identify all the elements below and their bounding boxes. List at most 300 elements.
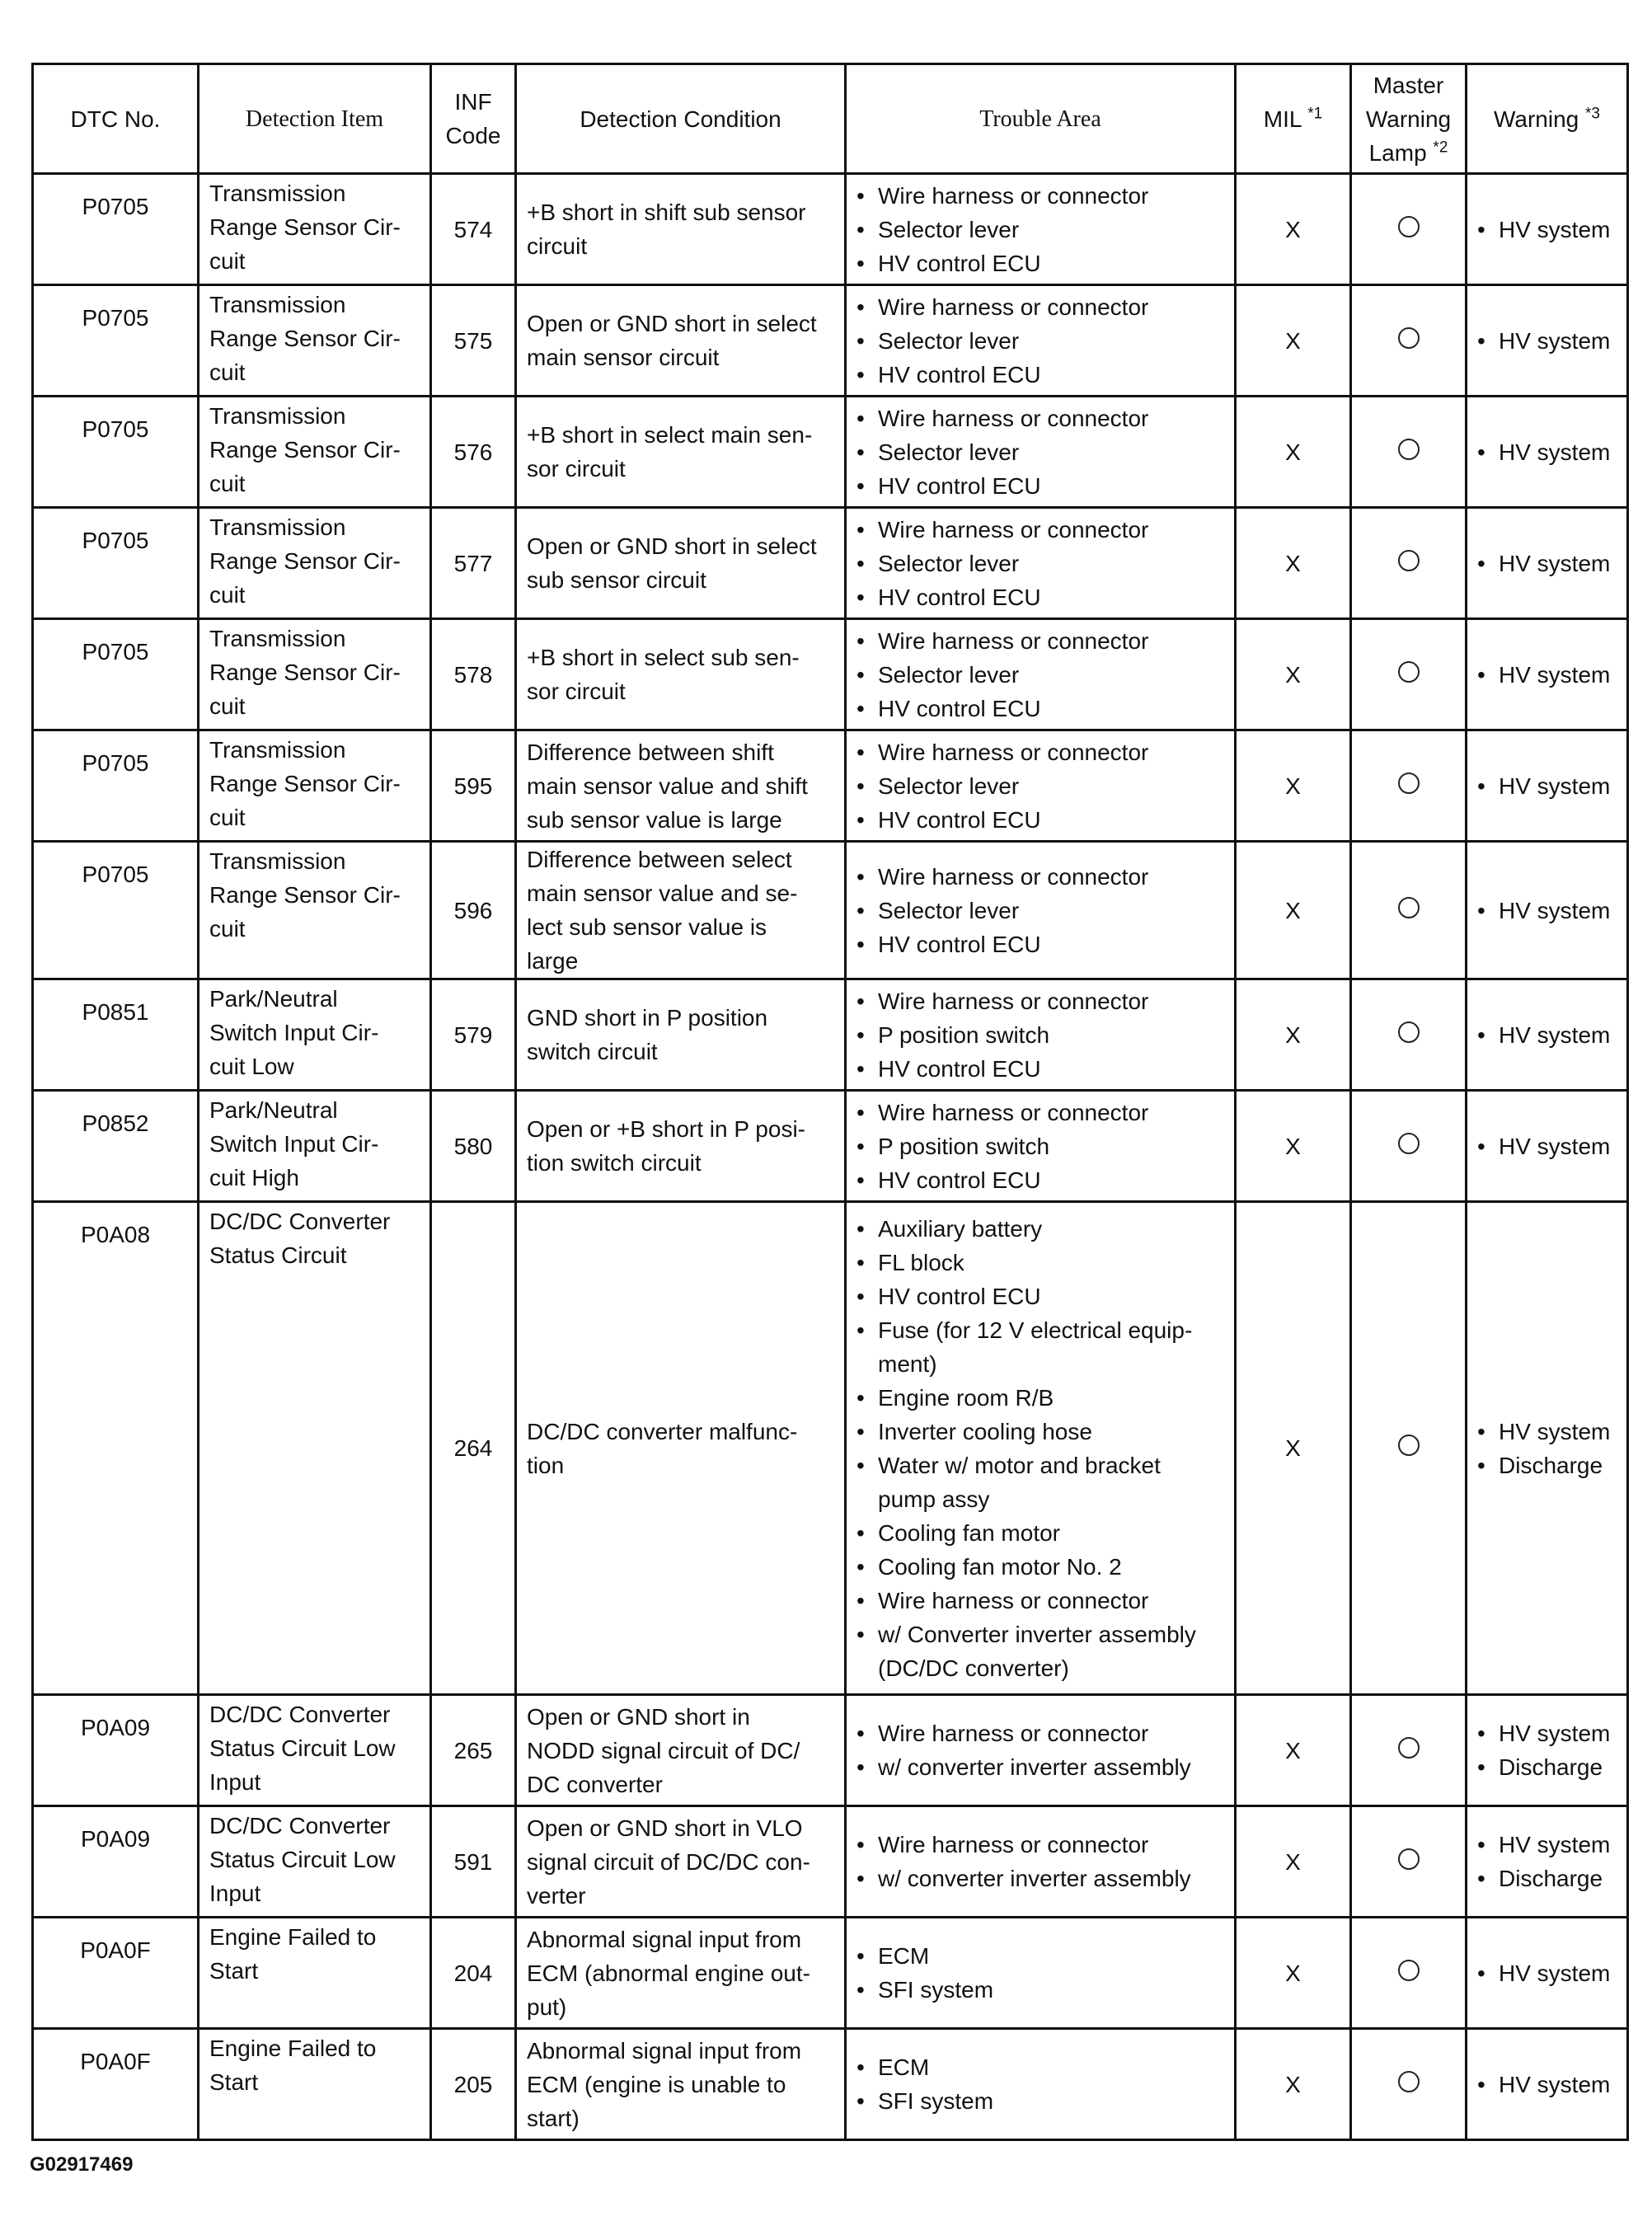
text-line: Range Sensor Cir- bbox=[209, 771, 401, 796]
mil-mark: X bbox=[1285, 550, 1301, 576]
text-line: ECM (engine is unable to bbox=[527, 2071, 786, 2097]
master-warning-lamp-cell bbox=[1351, 1806, 1467, 1918]
bullet-item: • Wire harness or connector bbox=[857, 984, 1224, 1018]
mil-mark: X bbox=[1285, 1021, 1301, 1048]
dtc-code: P0A0F bbox=[80, 2049, 151, 2074]
bullet-item: • Wire harness or connector bbox=[857, 1828, 1224, 1862]
text-line: cuit bbox=[209, 471, 246, 496]
dtc-code: P0A08 bbox=[80, 1222, 151, 1247]
warning-cell bbox=[1467, 1091, 1628, 1202]
bullet-item: • SFI system bbox=[857, 2084, 1224, 2118]
dtc-code-cell bbox=[33, 619, 199, 730]
text-line: Difference between shift bbox=[527, 739, 774, 765]
dtc-code-cell bbox=[33, 730, 199, 842]
bullet-item: • HV system bbox=[1477, 213, 1617, 247]
bullet-item: • HV system bbox=[1477, 894, 1617, 927]
mil-mark: X bbox=[1285, 1737, 1301, 1763]
warning-cell bbox=[1467, 619, 1628, 730]
header-master-warning-lamp: Master Warning Lamp $^{*2}$ bbox=[1351, 64, 1467, 174]
text-line: Open or GND short in select bbox=[527, 311, 817, 336]
warning-cell bbox=[1467, 979, 1628, 1091]
trouble-area-cell bbox=[846, 397, 1236, 508]
text-line: +B short in shift sub sensor bbox=[527, 200, 806, 225]
text-line: Engine Failed to bbox=[209, 2036, 377, 2061]
detection-condition-cell bbox=[516, 508, 846, 619]
text-line: cuit Low bbox=[209, 1054, 294, 1079]
mil-cell bbox=[1236, 1918, 1351, 2029]
bullet-item: • Wire harness or connector bbox=[857, 1096, 1224, 1129]
bullet-item: • w/ converter inverter assembly bbox=[857, 1750, 1224, 1784]
bullet-item: • P position switch bbox=[857, 1129, 1224, 1163]
bullet-item: • HV system bbox=[1477, 1828, 1617, 1862]
bullet-item: • Cooling fan motor No. 2 bbox=[857, 1550, 1224, 1584]
mil-cell bbox=[1236, 508, 1351, 619]
trouble-area-cell bbox=[846, 730, 1236, 842]
bullet-item: • HV control ECU bbox=[857, 247, 1224, 280]
text-line: Open or +B short in P posi- bbox=[527, 1116, 805, 1142]
warning-cell bbox=[1467, 285, 1628, 397]
inf-code: 575 bbox=[453, 327, 493, 354]
trouble-area-cell bbox=[846, 1202, 1236, 1695]
bullet-item: • Auxiliary battery bbox=[857, 1212, 1224, 1246]
master-warning-lamp-cell bbox=[1351, 174, 1467, 285]
inf-code-cell bbox=[431, 1918, 516, 2029]
bullet-item: • Wire harness or connector bbox=[857, 735, 1224, 769]
inf-code: 579 bbox=[453, 1021, 493, 1048]
header-dtc-no: DTC No. bbox=[33, 64, 199, 174]
text-line: Transmission bbox=[209, 514, 346, 540]
mil-cell bbox=[1236, 842, 1351, 979]
dtc-code: P0705 bbox=[82, 750, 149, 776]
trouble-area-cell bbox=[846, 285, 1236, 397]
inf-code-cell bbox=[431, 397, 516, 508]
header-detection-item: Detection Item bbox=[199, 64, 431, 174]
bullet-item: • Selector lever bbox=[857, 547, 1224, 580]
text-line: verter bbox=[527, 1882, 586, 1909]
text-line: Status Circuit Low bbox=[209, 1847, 396, 1872]
table-row bbox=[33, 285, 1628, 397]
mil-cell bbox=[1236, 979, 1351, 1091]
warning-cell bbox=[1467, 2029, 1628, 2140]
text-line: Start bbox=[209, 1958, 259, 1984]
detection-item-cell bbox=[199, 508, 431, 619]
trouble-area-cell bbox=[846, 2029, 1236, 2140]
text-line: Range Sensor Cir- bbox=[209, 660, 401, 685]
table-row bbox=[33, 508, 1628, 619]
circle-icon bbox=[1398, 1021, 1420, 1043]
inf-code: 264 bbox=[453, 1435, 493, 1461]
table-row bbox=[33, 397, 1628, 508]
bullet-item: • HV control ECU bbox=[857, 1052, 1224, 1086]
warning-cell bbox=[1467, 1806, 1628, 1918]
mil-mark: X bbox=[1285, 1848, 1301, 1875]
dtc-code-cell bbox=[33, 1918, 199, 2029]
text-line: put) bbox=[527, 1993, 567, 2020]
circle-icon bbox=[1398, 772, 1420, 794]
text-line: cuit bbox=[209, 359, 246, 385]
text-line: sub sensor value is large bbox=[527, 806, 782, 833]
header-mil: MIL $^{*1}$ bbox=[1236, 64, 1351, 174]
mil-mark: X bbox=[1285, 772, 1301, 799]
text-line: sub sensor circuit bbox=[527, 567, 706, 593]
text-line: cuit bbox=[209, 805, 246, 830]
text-line: Transmission bbox=[209, 848, 346, 874]
trouble-area-cell bbox=[846, 619, 1236, 730]
text-line: Open or GND short in VLO bbox=[527, 1815, 803, 1841]
detection-condition-cell bbox=[516, 1695, 846, 1806]
figure-id: G02917469 bbox=[30, 2153, 134, 2176]
trouble-area-cell bbox=[846, 979, 1236, 1091]
detection-item-cell bbox=[199, 1918, 431, 2029]
detection-condition-cell bbox=[516, 1091, 846, 1202]
inf-code: 578 bbox=[453, 661, 493, 688]
text-line: Transmission bbox=[209, 181, 346, 206]
master-warning-lamp-cell bbox=[1351, 2029, 1467, 2140]
inf-code: 205 bbox=[453, 2071, 493, 2097]
detection-condition-cell bbox=[516, 1806, 846, 1918]
text-line: Input bbox=[209, 1881, 261, 1906]
inf-code-cell bbox=[431, 979, 516, 1091]
inf-code-cell bbox=[431, 174, 516, 285]
table-row bbox=[33, 619, 1628, 730]
detection-condition-cell bbox=[516, 730, 846, 842]
text-line: DC converter bbox=[527, 1771, 663, 1797]
text-line: Input bbox=[209, 1769, 261, 1795]
master-warning-lamp-cell bbox=[1351, 842, 1467, 979]
inf-code: 580 bbox=[453, 1133, 493, 1159]
dtc-code-cell bbox=[33, 508, 199, 619]
inf-code-cell bbox=[431, 730, 516, 842]
mil-cell bbox=[1236, 1695, 1351, 1806]
detection-item-cell bbox=[199, 2029, 431, 2140]
trouble-area-cell bbox=[846, 1091, 1236, 1202]
text-line: Status Circuit Low bbox=[209, 1735, 396, 1761]
bullet-item: • Wire harness or connector bbox=[857, 513, 1224, 547]
bullet-item: • HV control ECU bbox=[857, 692, 1224, 725]
header-trouble-area: Trouble Area bbox=[846, 64, 1236, 174]
bullet-item: • P position switch bbox=[857, 1018, 1224, 1052]
mil-mark: X bbox=[1285, 327, 1301, 354]
dtc-code-cell bbox=[33, 979, 199, 1091]
warning-cell bbox=[1467, 1695, 1628, 1806]
detection-item-cell bbox=[199, 174, 431, 285]
dtc-table bbox=[31, 63, 1629, 2141]
mil-cell bbox=[1236, 1091, 1351, 1202]
text-line: DC/DC Converter bbox=[209, 1813, 391, 1838]
detection-condition-cell bbox=[516, 842, 846, 979]
text-line: tion switch circuit bbox=[527, 1150, 702, 1176]
master-warning-lamp-cell bbox=[1351, 619, 1467, 730]
bullet-item: • Cooling fan motor bbox=[857, 1516, 1224, 1550]
bullet-item: • HV system bbox=[1477, 1415, 1617, 1449]
dtc-code: P0705 bbox=[82, 194, 149, 219]
mil-mark: X bbox=[1285, 1435, 1301, 1461]
text-line: signal circuit of DC/DC con- bbox=[527, 1848, 810, 1875]
detection-item-cell bbox=[199, 730, 431, 842]
detection-condition-cell bbox=[516, 174, 846, 285]
trouble-area-cell bbox=[846, 1695, 1236, 1806]
mil-mark: X bbox=[1285, 1960, 1301, 1986]
dtc-code: P0705 bbox=[82, 416, 149, 442]
inf-code: 265 bbox=[453, 1737, 493, 1763]
mil-mark: X bbox=[1285, 439, 1301, 465]
text-line: Abnormal signal input from bbox=[527, 2037, 802, 2064]
detection-condition-cell bbox=[516, 1918, 846, 2029]
text-line: Open or GND short in select bbox=[527, 533, 817, 559]
bullet-item: • Selector lever bbox=[857, 435, 1224, 469]
circle-icon bbox=[1398, 1133, 1420, 1154]
detection-condition-cell bbox=[516, 2029, 846, 2140]
detection-item-cell bbox=[199, 619, 431, 730]
detection-item-cell bbox=[199, 1695, 431, 1806]
table-row bbox=[33, 1091, 1628, 1202]
bullet-item: • Wire harness or connector bbox=[857, 860, 1224, 894]
inf-code: 204 bbox=[453, 1960, 493, 1986]
dtc-code: P0705 bbox=[82, 528, 149, 553]
inf-code-cell bbox=[431, 619, 516, 730]
warning-cell bbox=[1467, 397, 1628, 508]
detection-condition-cell bbox=[516, 285, 846, 397]
inf-code: 591 bbox=[453, 1848, 493, 1875]
text-line: Abnormal signal input from bbox=[527, 1926, 802, 1952]
table-row bbox=[33, 1202, 1628, 1695]
text-line: +B short in select main sen- bbox=[527, 422, 813, 448]
inf-code-cell bbox=[431, 285, 516, 397]
text-line: Engine Failed to bbox=[209, 1924, 377, 1950]
bullet-item: • Discharge bbox=[1477, 1449, 1617, 1482]
inf-code: 596 bbox=[453, 897, 493, 923]
text-line: DC/DC converter malfunc- bbox=[527, 1418, 798, 1444]
bullet-item: • HV system bbox=[1477, 1956, 1617, 1990]
trouble-area-cell bbox=[846, 174, 1236, 285]
bullet-item: • HV control ECU bbox=[857, 580, 1224, 614]
bullet-item: • HV system bbox=[1477, 2068, 1617, 2101]
bullet-item: • Fuse (for 12 V electrical equip- ment) bbox=[857, 1313, 1224, 1381]
text-line: Park/Neutral bbox=[209, 986, 338, 1012]
text-line: Open or GND short in bbox=[527, 1703, 750, 1730]
detection-item-cell bbox=[199, 1202, 431, 1695]
text-line: main sensor circuit bbox=[527, 345, 720, 370]
bullet-item: • Selector lever bbox=[857, 894, 1224, 927]
dtc-code: P0852 bbox=[82, 1110, 149, 1136]
text-line: cuit High bbox=[209, 1165, 299, 1190]
text-line: Range Sensor Cir- bbox=[209, 326, 401, 351]
mil-mark: X bbox=[1285, 661, 1301, 688]
bullet-item: • Selector lever bbox=[857, 658, 1224, 692]
inf-code-cell bbox=[431, 508, 516, 619]
dtc-code: P0705 bbox=[82, 639, 149, 664]
inf-code-cell bbox=[431, 1202, 516, 1695]
master-warning-lamp-cell bbox=[1351, 730, 1467, 842]
mil-cell bbox=[1236, 285, 1351, 397]
header-inf-code: INF Code bbox=[431, 64, 516, 174]
master-warning-lamp-cell bbox=[1351, 1918, 1467, 2029]
bullet-item: • ECM bbox=[857, 2050, 1224, 2084]
table-row bbox=[33, 1806, 1628, 1918]
bullet-item: • Discharge bbox=[1477, 1862, 1617, 1895]
table-body bbox=[33, 174, 1628, 2140]
dtc-code: P0A09 bbox=[80, 1715, 151, 1740]
inf-code-cell bbox=[431, 1091, 516, 1202]
text-line: Start bbox=[209, 2069, 259, 2095]
mil-cell bbox=[1236, 619, 1351, 730]
circle-icon bbox=[1398, 439, 1420, 460]
table-row bbox=[33, 1695, 1628, 1806]
warning-cell bbox=[1467, 1202, 1628, 1695]
bullet-item: • w/ Converter inverter assembly (DC/DC converter) bbox=[857, 1618, 1224, 1685]
text-line: Park/Neutral bbox=[209, 1097, 338, 1123]
trouble-area-cell bbox=[846, 842, 1236, 979]
circle-icon bbox=[1398, 1434, 1420, 1456]
detection-item-cell bbox=[199, 1091, 431, 1202]
text-line: DC/DC Converter bbox=[209, 1702, 391, 1727]
detection-condition-cell bbox=[516, 619, 846, 730]
bullet-item: • HV system bbox=[1477, 1716, 1617, 1750]
bullet-item: • HV control ECU bbox=[857, 1280, 1224, 1313]
circle-icon bbox=[1398, 2071, 1420, 2092]
dtc-code-cell bbox=[33, 174, 199, 285]
bullet-item: • Wire harness or connector bbox=[857, 1584, 1224, 1618]
detection-item-cell bbox=[199, 1806, 431, 1918]
bullet-item: • Selector lever bbox=[857, 213, 1224, 247]
bullet-item: • FL block bbox=[857, 1246, 1224, 1280]
text-line: start) bbox=[527, 2105, 580, 2131]
text-line: Status Circuit bbox=[209, 1242, 347, 1268]
text-line: Transmission bbox=[209, 403, 346, 429]
bullet-item: • SFI system bbox=[857, 1973, 1224, 2007]
dtc-code-cell bbox=[33, 1202, 199, 1695]
bullet-item: • Discharge bbox=[1477, 1750, 1617, 1784]
dtc-code: P0705 bbox=[82, 305, 149, 331]
dtc-code-cell bbox=[33, 2029, 199, 2140]
detection-item-cell bbox=[199, 285, 431, 397]
bullet-item: • HV control ECU bbox=[857, 469, 1224, 503]
text-line: Switch Input Cir- bbox=[209, 1020, 379, 1045]
mil-mark: X bbox=[1285, 216, 1301, 242]
dtc-code: P0705 bbox=[82, 862, 149, 887]
text-line: cuit bbox=[209, 582, 246, 608]
inf-code-cell bbox=[431, 1806, 516, 1918]
circle-icon bbox=[1398, 661, 1420, 683]
text-line: +B short in select sub sen- bbox=[527, 645, 800, 670]
detection-item-cell bbox=[199, 842, 431, 979]
circle-icon bbox=[1398, 1737, 1420, 1758]
detection-item-cell bbox=[199, 397, 431, 508]
text-line: main sensor value and shift bbox=[527, 772, 808, 799]
mil-cell bbox=[1236, 2029, 1351, 2140]
mil-mark: X bbox=[1285, 1133, 1301, 1159]
inf-code: 595 bbox=[453, 772, 493, 799]
mil-cell bbox=[1236, 397, 1351, 508]
master-warning-lamp-cell bbox=[1351, 1695, 1467, 1806]
text-line: NODD signal circuit of DC/ bbox=[527, 1737, 800, 1763]
bullet-item: • HV system bbox=[1477, 1018, 1617, 1052]
bullet-item: • HV system bbox=[1477, 658, 1617, 692]
text-line: ECM (abnormal engine out- bbox=[527, 1960, 810, 1986]
master-warning-lamp-cell bbox=[1351, 1091, 1467, 1202]
table-row bbox=[33, 842, 1628, 979]
table-row bbox=[33, 174, 1628, 285]
warning-cell bbox=[1467, 508, 1628, 619]
header-row bbox=[33, 64, 1628, 174]
dtc-code-cell bbox=[33, 1806, 199, 1918]
dtc-code-cell bbox=[33, 1091, 199, 1202]
header-warning: Warning $^{*3}$ bbox=[1467, 64, 1628, 174]
table-row bbox=[33, 730, 1628, 842]
mil-mark: X bbox=[1285, 2071, 1301, 2097]
text-line: Range Sensor Cir- bbox=[209, 548, 401, 574]
inf-code-cell bbox=[431, 1695, 516, 1806]
master-warning-lamp-cell bbox=[1351, 508, 1467, 619]
detection-condition-cell bbox=[516, 397, 846, 508]
master-warning-lamp-cell bbox=[1351, 1202, 1467, 1695]
text-line: lect sub sensor value is bbox=[527, 914, 767, 940]
bullet-item: • HV control ECU bbox=[857, 803, 1224, 837]
text-line: Transmission bbox=[209, 626, 346, 651]
warning-cell bbox=[1467, 730, 1628, 842]
bullet-item: • HV system bbox=[1477, 769, 1617, 803]
master-warning-lamp-cell bbox=[1351, 285, 1467, 397]
header-detection-condition: Detection Condition bbox=[516, 64, 846, 174]
trouble-area-cell bbox=[846, 1918, 1236, 2029]
bullet-item: • Selector lever bbox=[857, 769, 1224, 803]
text-line: GND short in P position bbox=[527, 1005, 768, 1031]
circle-icon bbox=[1398, 216, 1420, 237]
mil-mark: X bbox=[1285, 897, 1301, 923]
trouble-area-cell bbox=[846, 1806, 1236, 1918]
bullet-item: • Selector lever bbox=[857, 324, 1224, 358]
bullet-item: • Wire harness or connector bbox=[857, 179, 1224, 213]
table-row bbox=[33, 1918, 1628, 2029]
text-line: tion bbox=[527, 1452, 565, 1478]
warning-cell bbox=[1467, 1918, 1628, 2029]
inf-code: 576 bbox=[453, 439, 493, 465]
text-line: cuit bbox=[209, 916, 246, 941]
circle-icon bbox=[1398, 550, 1420, 571]
dtc-code: P0A0F bbox=[80, 1937, 151, 1963]
text-line: circuit bbox=[527, 233, 588, 259]
detection-condition-cell bbox=[516, 1202, 846, 1695]
dtc-code-cell bbox=[33, 285, 199, 397]
text-line: switch circuit bbox=[527, 1039, 658, 1064]
mil-cell bbox=[1236, 174, 1351, 285]
inf-code-cell bbox=[431, 2029, 516, 2140]
text-line: cuit bbox=[209, 693, 246, 719]
text-line: sor circuit bbox=[527, 456, 626, 481]
bullet-item: • Wire harness or connector bbox=[857, 401, 1224, 435]
master-warning-lamp-cell bbox=[1351, 397, 1467, 508]
text-line: Range Sensor Cir- bbox=[209, 882, 401, 908]
dtc-code-cell bbox=[33, 1695, 199, 1806]
text-line: Difference between select bbox=[527, 847, 792, 872]
text-line: cuit bbox=[209, 248, 246, 274]
text-line: sor circuit bbox=[527, 679, 626, 704]
bullet-item: • Water w/ motor and bracket pump assy bbox=[857, 1449, 1224, 1516]
inf-code: 577 bbox=[453, 550, 493, 576]
text-line: Range Sensor Cir- bbox=[209, 214, 401, 240]
bullet-item: • HV control ECU bbox=[857, 358, 1224, 392]
bullet-item: • HV control ECU bbox=[857, 1163, 1224, 1197]
dtc-code: P0A09 bbox=[80, 1826, 151, 1852]
warning-cell bbox=[1467, 842, 1628, 979]
text-line: Transmission bbox=[209, 292, 346, 317]
table-row bbox=[33, 979, 1628, 1091]
dtc-code: P0851 bbox=[82, 999, 149, 1025]
bullet-item: • Wire harness or connector bbox=[857, 290, 1224, 324]
bullet-item: • Wire harness or connector bbox=[857, 1716, 1224, 1750]
table-row bbox=[33, 2029, 1628, 2140]
text-line: DC/DC Converter bbox=[209, 1209, 391, 1234]
